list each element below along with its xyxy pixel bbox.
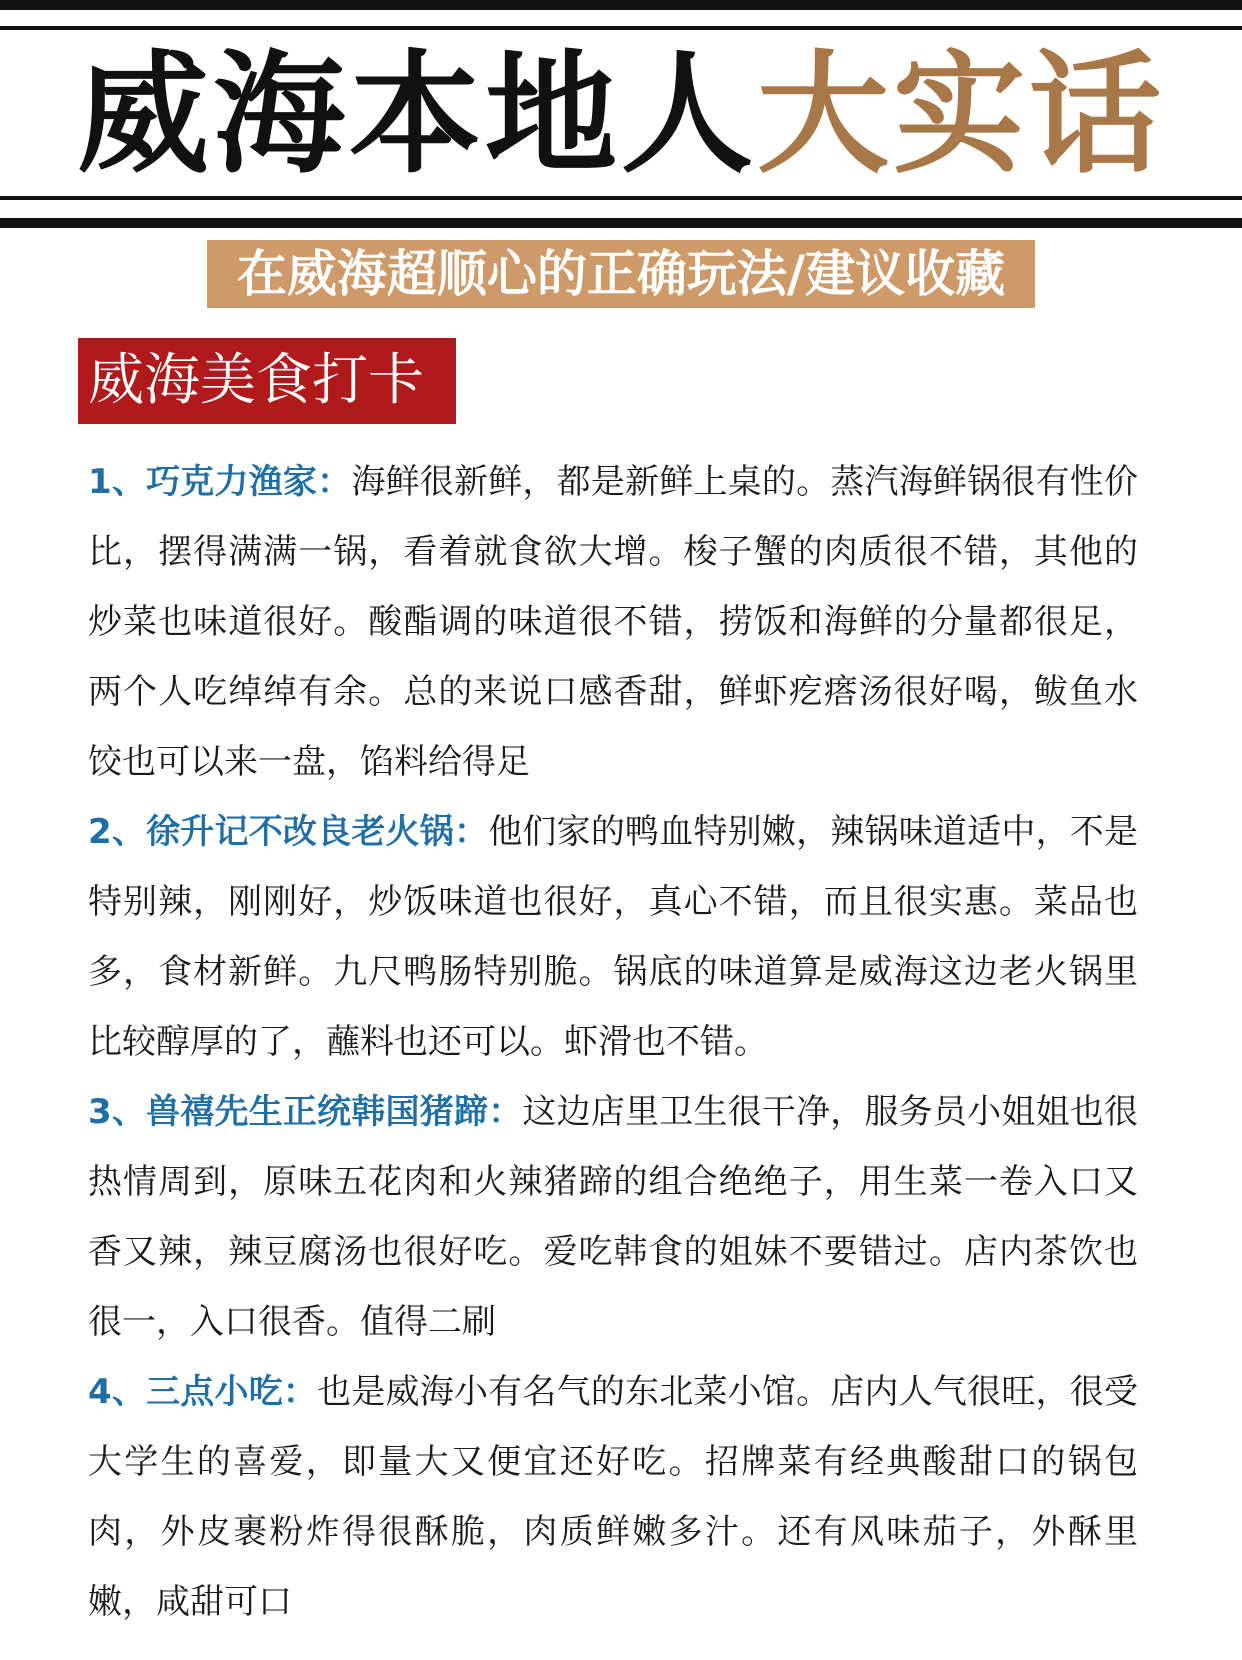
page-title [0, 40, 1242, 190]
entry-1-name: 1、巧克力渔家： [88, 462, 352, 502]
top-thin-rule [0, 26, 1242, 30]
subtitle-banner: 在威海超顺心的正确玩法/建议收藏 [207, 240, 1035, 308]
title-accent-part: 大实话 [757, 38, 1165, 192]
entry-4-text: 也是威海小有名气的东北菜小馆。店内人气很旺，很受大学生的喜爱，即量大又便宜还好吃。招牌菜有经典酸甜口的锅包肉，外皮裹粉炸得很酥脆，肉质鲜嫩多汁。还有风味茄子，外酥里嫩，咸甜可口 [88, 1372, 1138, 1622]
entry-3 [88, 1077, 1138, 1357]
entry-2-text: 他们家的鸭血特别嫩，辣锅味道适中，不是特别辣，刚刚好，炒饭味道也很好，真心不错，而且很实惠。菜品也多，食材新鲜。九尺鸭肠特别脆。锅底的味道算是威海这边老火锅里比较醇厚的了，蘸料也还可以。虾滑也不错。 [88, 812, 1138, 1062]
entry-1 [88, 447, 1138, 797]
entries-list [88, 447, 1138, 1637]
section-label: 威海美食打卡 [78, 338, 456, 424]
entry-1-text: 海鲜很新鲜，都是新鲜上桌的。蒸汽海鲜锅很有性价比，摆得满满一锅，看着就食欲大增。梭子蟹的肉质很不错，其他的炒菜也味道很好。酸酯调的味道很不错，捞饭和海鲜的分量都很足，两个人吃绰绰有余。总的来说口感香甜，鲜虾疙瘩汤很好喝，鲅鱼水饺也可以来一盘，馅料给得足 [88, 462, 1138, 782]
bottom-thin-rule [0, 196, 1242, 200]
entry-2 [88, 797, 1138, 1077]
title-dark-part: 威海本地人 [77, 38, 757, 192]
entry-3-text: 这边店里卫生很干净，服务员小姐姐也很热情周到，原味五花肉和火辣猪蹄的组合绝绝子，用生菜一卷入口又香又辣，辣豆腐汤也很好吃。爱吃韩食的姐妹不要错过。店内茶饮也很一，入口很香。值得二刷 [88, 1092, 1138, 1342]
entry-4 [88, 1357, 1138, 1637]
bottom-thick-rule [0, 218, 1242, 228]
top-thick-rule [0, 0, 1242, 10]
entry-3-name: 3、兽禧先生正统韩国猪蹄： [88, 1092, 523, 1132]
entry-4-name: 4、三点小吃： [88, 1372, 318, 1412]
entry-2-name: 2、徐升记不改良老火锅： [88, 812, 489, 852]
